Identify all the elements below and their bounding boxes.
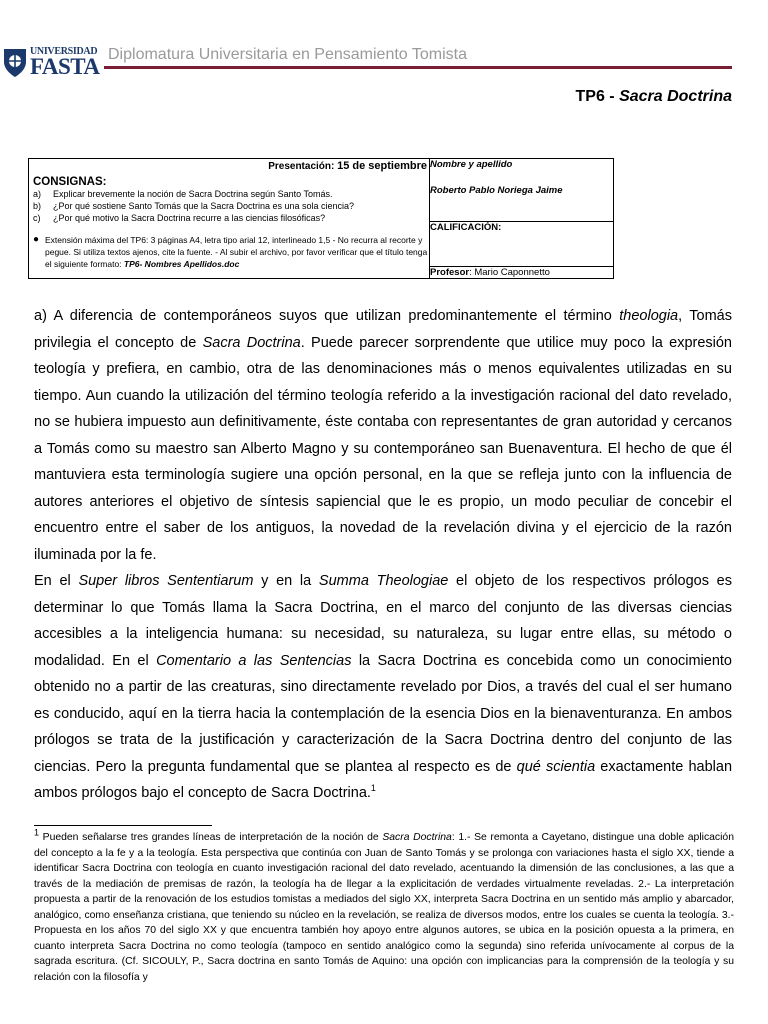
bullet-icon: ● xyxy=(33,234,40,245)
format-note: ● Extensión máxima del TP6: 3 páginas A4, letra tipo arial 12, interlineado 1,5 - No recurra al recorte y pegue. Si utiliza textos ajenos, cite la fuente. - Al subir el archivo, por favor verificar que el título tenga el siguiente formato: TP6- Nombres Apellidos.doc xyxy=(33,234,428,269)
grade-cell: CALIFICACIÓN: xyxy=(430,222,614,267)
assignment-info-table xyxy=(28,158,614,279)
grade-label: CALIFICACIÓN xyxy=(430,222,499,233)
paragraph-1: a) A diferencia de contemporáneos suyos que utilizan predominantemente el término theologia, Tomás privilegia el concepto de Sacra Doctrina. Puede parecer sorprendente que utilice muy poco la expresión teología y prefiera, en cambio, otra de las denominaciones más o menos equivalentes utilizadas en su tiempo. Aun cuando la utilización del término teología referido a la investigación racional del dato revelado, no se hubiera impuesto aun definitivamente, éste contaba con representantes de gran autoridad y cercanos a Tomás como su maestro san Alberto Magno y su contemporáneo san Buenaventura. El hecho de que él mantuviera esta terminología sugiere una opción personal, en la que se refleja junto con la influencia de autores anteriores el objetivo de síntesis sapiencial que le es propio, un modo peculiar de concebir el encuentro entre el saber de los antiguos, la novedad de la revelación divina y el ejercicio de la razón iluminada por la fe. xyxy=(34,308,732,563)
presentation-date: 15 de septiembre xyxy=(337,160,427,172)
footnote-number: 1 xyxy=(34,827,40,838)
question-b: b) ¿Por qué sostiene Santo Tomás que la Sacra Doctrina es una sola ciencia? xyxy=(33,201,355,211)
title-name: Sacra Doctrina xyxy=(619,88,732,105)
header-rule xyxy=(104,66,732,69)
professor-label: Profesor xyxy=(430,267,470,278)
instructions-cell xyxy=(29,159,430,279)
file-format: TP6- Nombres Apellidos.doc xyxy=(123,259,240,269)
body-text xyxy=(34,303,732,807)
title-prefix: TP6 - xyxy=(575,88,620,105)
presentation-line: Presentación: 15 de septiembre xyxy=(268,160,427,172)
footnote: $^1$ Pueden señalarse tres grandes líneas de interpretación de la noción de Sacra Doctrina: 1.- Se remonta a Cayetano, distingue una doble aplicación del concepto a la fe y a la teología. Esta perspectiva que continúa con Juan de Santo Tomás y se prolonga con variaciones hasta el siglo XX, tiende a identificar Sacra Doctrina con teología en cuanto investigación racional del dato revelado, acentuando la dimensión de las conclusiones, a las que a través de la mediación de premisas de razón, la teología ha de llegar a la explicitación de verdades virtualmente reveladas. 2.- La interpretación propuesta a partir de la renovación de los estudios tomistas a mediados del siglo XX, interpreta Sacra Doctrina en un sentido más amplio y abarcador, analógico, como enseñanza cristiana, que teniendo su núcleo en la revelación, se realiza de diversos modos, entre los cuales se cuenta la teología. 3.- Propuesta en los años 70 del siglo XX y que encuentra también hoy apoyo entre algunos autores, se ubica en la posición opuesta a la primera, en cuanto interpreta Sacra Doctrina no como teología (tampoco en sentido analógico como la segunda) sino referida unívocamente al corpus de la sagrada escritura. (Cf. SICOULY, P., Sacra doctrina en santo Tomás de Aquino: una opción con implicancias para la comprensión de la teología y su relación con la filosofía y xyxy=(34,827,734,983)
logo-text-universidad: UNIVERSIDAD xyxy=(30,46,98,57)
shield-logo-icon xyxy=(0,46,30,80)
presentation-label: Presentación xyxy=(268,161,332,172)
paragraph-2: En el Super libros Sententiarum y en la Summa Theologiae el objeto de los respectivos prólogos es determinar lo que Tomás llama la Sacra Doctrina, en el marco del conjunto de las diversas ciencias accesibles a la inteligencia humana: su necesidad, su naturaleza, su lugar entre ellas, su método o modalidad. En el Comentario a las Sentencias la Sacra Doctrina es concebida como un conocimiento obtenido no a partir de las creaturas, sino directamente revelado por Dios, a través del cual el ser humano es conducido, aquí en la tierra hacia la contemplación de la esencia Dios en la bienaventuranza. En ambos prólogos se trata de la justificación y caracterización de la Sacra Doctrina dentro del conjunto de las ciencias. Pero la pregunta fundamental que se plantea al respecto es de qué scientia exactamente hablan ambos prólogos bajo el concepto de Sacra Doctrina.$^1$ xyxy=(34,573,733,801)
footnote-ref[interactable]: 1 xyxy=(370,783,376,794)
consignas-heading: CONSIGNAS: xyxy=(33,176,107,188)
university-logo xyxy=(0,42,100,84)
footnote-rule xyxy=(34,825,212,826)
name-label: Nombre y apellido xyxy=(430,159,513,170)
professor-name: Mario Caponnetto xyxy=(474,267,550,278)
logo-text-fasta: FASTA xyxy=(30,54,100,79)
document-title xyxy=(576,88,733,106)
question-c: c) ¿Por qué motivo la Sacra Doctrina recurre a las ciencias filosóficas? xyxy=(33,213,326,223)
header-title: Diplomatura Universitaria en Pensamiento Tomista xyxy=(108,46,467,63)
student-name-cell xyxy=(430,159,614,222)
question-a: a) Explicar brevemente la noción de Sacra Doctrina según Santo Tomás. xyxy=(33,189,333,199)
student-name: Roberto Pablo Noriega Jaime xyxy=(430,185,563,196)
professor-cell: Profesor: Mario Caponnetto xyxy=(430,267,614,279)
